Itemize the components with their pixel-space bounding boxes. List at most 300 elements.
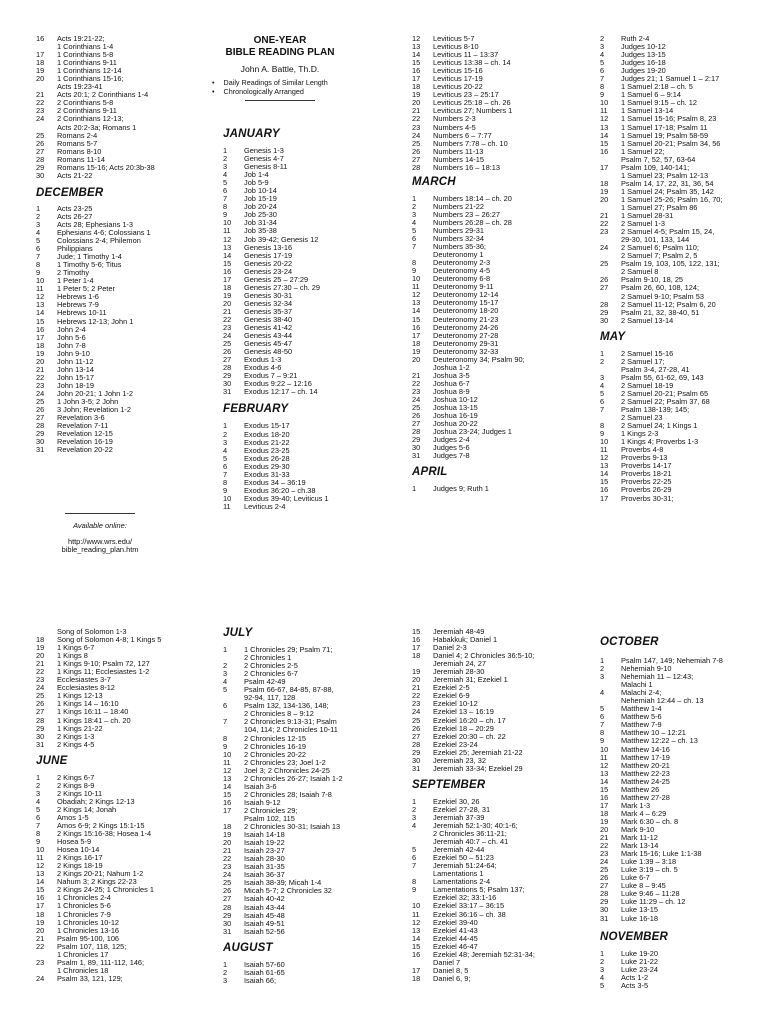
reading-text: Jeremiah 24, 27 [433,659,486,669]
reading-text: Ezekiel 48; Jeremiah 52:31-34; [433,949,535,959]
day-number: 19 [36,917,45,927]
reading-text: Psalm 7, 52, 57, 63-64 [621,154,696,164]
day-number: 23 [412,386,421,396]
day-number: 8 [600,82,605,92]
reading-text: Isaiah 3-6 [244,781,277,791]
day-number: 4 [223,170,228,180]
reading-text: 1 Kings 18:41 – ch. 20 [57,715,131,725]
reading-text: Numbers 35-36; [433,242,486,252]
reading-text: 2 Chronicles 8 – 9:12 [244,709,314,719]
month-heading: MAY [600,330,626,343]
reading-text: 1 Chronicles 17 [57,949,109,959]
day-number: 9 [223,210,228,220]
feature-list [212,79,348,96]
day-number: 4 [600,50,605,60]
month-heading: OCTOBER [600,636,659,648]
reading-entry [600,898,723,906]
day-number: 13 [223,242,232,252]
url-line-1[interactable]: http://www.wrs.edu/ [67,536,133,546]
reading-text: Isaiah 57-60 [244,959,285,969]
reading-text: Psalm 3-4, 27-28, 41 [621,364,690,374]
day-number: 19 [223,290,232,300]
reading-text: Isaiah 45-48 [244,910,285,920]
reading-text: Leviticus 2-4 [244,501,286,511]
day-number: 28 [412,162,421,172]
day-number: 29 [223,910,232,920]
reading-text: Psalm 95-100, 106 [57,933,120,943]
divider [65,513,135,514]
day-number: 21 [36,933,45,943]
day-number: 24 [223,870,232,880]
reading-text: Ezekiel 33:17 – 36:15 [433,901,505,911]
reading-text: Psalm 132, 134-136, 148; [244,701,329,711]
reading-text: 2 Samuel 8 [621,267,659,277]
day-number: 7 [600,405,605,415]
reading-text: 1 Samuel 15-16; Psalm 8, 23 [621,114,717,124]
day-number: 25 [223,339,232,349]
reading-text: John 20-21; 1 John 1-2 [57,388,134,398]
reading-text: Genesis 8-11 [244,162,288,172]
day-number: 14 [412,306,421,316]
col-3-top [412,35,525,493]
reading-text: 2 Samuel 4-5; Psalm 15, 24, [621,227,715,237]
day-number: 15 [223,258,232,268]
reading-text: Deuteronomy 34; Psalm 90; [433,354,525,364]
reading-text: Joshua 10-12 [433,394,478,404]
day-number: 28 [36,715,45,725]
day-number: 14 [36,877,45,887]
reading-text: 1 Chronicles 18 [57,965,109,975]
day-number: 21 [412,106,421,116]
day-number: 26 [36,699,45,709]
reading-text: Psalm 1, 89, 111-112, 146; [57,957,145,967]
day-number: 27 [223,894,232,904]
day-number: 28 [223,902,232,912]
day-number: 23 [412,699,421,709]
reading-entry [36,975,161,983]
reading-text: 1 Samuel 22; [621,146,665,156]
day-number: 22 [412,378,421,388]
day-number: 24 [36,388,45,398]
reading-entry [36,342,155,350]
reading-text: John 9-10 [57,348,90,358]
day-number: 20 [600,824,609,834]
reading-text: 2 Samuel 1-3 [621,219,665,229]
reading-text: Luke 3:19 – ch. 5 [621,865,678,875]
reading-text: 2 Chronicles 2-5 [244,661,298,671]
day-number: 25 [36,691,45,701]
day-number: 21 [223,306,232,316]
reading-entry [600,958,723,966]
reading-text: Numbers 6 – 7:77 [433,130,492,140]
col-2-bottom [223,627,343,985]
day-number: 16 [223,266,232,276]
day-number: 13 [600,122,609,132]
day-number: 29 [223,371,232,381]
reading-text: 1 Chronicles 13-16 [57,925,120,935]
day-number: 26 [600,873,609,883]
reading-entry [223,969,343,977]
reading-text: 2 Chronicles 23; Joel 1-2 [244,757,326,767]
day-number: 4 [223,445,228,455]
reading-text: Deuteronomy 32-33 [433,346,499,356]
reading-text: 2 Chronicles 6-7 [244,669,298,679]
reading-entry [600,495,722,503]
reading-text: 2 Chronicles 36:11-21; [433,829,507,839]
reading-entry [36,326,155,334]
reading-text: Joshua 23-24; Judges 1 [433,427,512,437]
day-number: 26 [223,886,232,896]
day-number: 31 [36,739,45,749]
reading-text: Genesis 35-37 [244,306,293,316]
reading-text: 1 Corinthians 5-8 [57,50,114,60]
reading-text: Job 15-19 [244,194,277,204]
reading-text: Hebrews 10-11 [57,308,107,318]
reading-text: Isaiah 61-65 [244,967,285,977]
reading-text: Proverbs 9-13 [621,453,668,463]
reading-text: Leviticus 23 – 25:17 [433,90,499,100]
reading-text: Joshua 1-2 [433,362,470,372]
reading-entry [36,636,161,644]
day-number: 14 [223,781,232,791]
day-number: 2 [600,356,605,366]
reading-entry [412,452,525,460]
reading-text: Job 31-34 [244,218,277,228]
day-number: 19 [412,667,421,677]
reading-text: 1 Kings 12-13 [57,691,103,701]
day-number: 8 [223,202,228,212]
reading-text: Genesis 17-19 [244,250,293,260]
day-number: 25 [412,715,421,725]
day-number: 25 [600,865,609,875]
day-number: 13 [600,768,609,778]
day-number: 1 [600,656,605,665]
reading-text: Psalm 21, 32, 38-40, 51 [621,307,700,317]
reading-text: Genesis 25 – 27:29 [244,274,309,284]
day-number: 19 [412,346,421,356]
day-number: 3 [223,669,228,679]
reading-entry [223,503,329,511]
day-number: 26 [412,411,421,421]
day-number: 16 [600,485,609,495]
reading-text: Daniel 2-3 [433,643,467,653]
day-number: 2 [600,956,605,966]
reading-text: Revelation 3-6 [57,413,105,423]
reading-text: Deuteronomy 27-28 [433,330,499,340]
reading-text: 1 Chronicles 5-6 [57,901,111,911]
day-number: 18 [223,282,232,292]
reading-text: Revelation 16-19 [57,437,113,447]
day-number: 14 [412,933,421,943]
day-number: 6 [412,234,417,244]
day-number: 12 [412,917,421,927]
reading-text: Acts 20:2-3a; Romans 1 [57,122,137,132]
reading-text: Exodus 7 – 9:21 [244,371,298,381]
day-number: 5 [36,236,41,246]
reading-text: Luke 1:39 – 3:18 [621,857,677,867]
reading-text: 2 Chronicles 1 [244,653,292,663]
day-number: 27 [412,419,421,429]
day-number: 11 [36,853,44,863]
reading-text: Mark 11-12 [621,833,658,843]
day-number: 27 [412,154,421,164]
reading-text: Genesis 38-40 [244,314,293,324]
reading-text: Psalm 55, 61-62, 69, 143 [621,372,704,382]
reading-text: Proverbs 4-8 [621,445,664,455]
reading-text: 2 Chronicles 9:13-31; Psalm [244,717,337,727]
reading-text: Hebrews 12-13; John 1 [57,316,134,326]
reading-text: 1 Corinthians 1-4 [57,42,114,52]
day-number: 30 [36,731,45,741]
reading-entry [412,684,535,692]
reading-text: Genesis 48-50 [244,347,293,357]
reading-entry [36,358,155,366]
reading-text: Matthew 22-23 [621,768,670,778]
reading-text: Acts 28; Ephesians 1-3 [57,219,134,229]
day-number: 28 [36,421,45,431]
day-number: 5 [223,178,228,188]
reading-entry [223,171,329,179]
day-number: 24 [412,707,421,717]
reading-text: Numbers 29-31 [433,225,484,235]
day-number: 6 [600,712,605,722]
day-number: 27 [36,707,45,717]
reading-text: Matthew 14-16 [621,744,670,754]
reading-text: Judges 16-18 [621,58,666,68]
day-number: 11 [223,226,231,236]
reading-entry [36,806,161,814]
reading-text: Proverbs 18-21 [621,469,672,479]
day-number: 30 [412,443,421,453]
day-number: 5 [600,704,605,714]
reading-text: 1 Samuel 20-21; Psalm 34, 56 [621,138,721,148]
day-number: 5 [600,58,605,68]
reading-text: Jeremiah 48-49 [433,627,485,636]
day-number: 19 [600,816,609,826]
day-number: 17 [600,493,609,503]
reading-text: Lamentations 5; Psalm 137; [433,885,525,895]
day-number: 5 [412,845,417,855]
reading-text: Numbers 4-5 [433,122,476,132]
reading-text: 1 Samuel 24; Psalm 35, 142 [621,186,714,196]
reading-text: Ephesians 4-6; Colossians 1 [57,227,151,237]
day-number: 18 [412,651,421,661]
reading-entry [600,673,723,681]
day-number: 11 [412,282,420,292]
day-number: 21 [223,846,232,856]
reading-entry [36,366,155,374]
reading-text: Hebrews 7-9 [57,300,99,310]
reading-text: Job 35-38 [244,226,277,236]
day-number: 16 [600,792,609,802]
reading-text: Genesis 41-42 [244,323,293,333]
day-number: 15 [412,941,421,951]
reading-text: 1 Samuel 9:15 – ch. 12 [621,98,698,108]
feature-item: • Chronologically Arranged [224,88,348,97]
day-number: 4 [412,217,417,227]
reading-entry [36,725,161,733]
reading-text: Leviticus 25:18 – ch. 26 [433,98,511,108]
reading-text: Ezekiel 2-5 [433,683,470,693]
title-line-2: BIBLE READING PLAN [225,47,335,58]
reading-entry [600,794,723,802]
reading-text: 2 Samuel 22; Psalm 37, 68 [621,396,710,406]
day-number: 1 [412,484,417,494]
day-number: 15 [223,789,232,799]
day-number: 27 [600,283,609,293]
reading-text: Ezekiel 16:20 – ch. 17 [433,715,506,725]
reading-text: Joshua 8-9 [433,386,470,396]
reading-text: 1 Chronicles 7-9 [57,909,111,919]
reading-text: Ezekiel 20:30 – ch. 22 [433,731,506,741]
day-number: 4 [600,688,605,698]
day-number: 23 [36,380,45,390]
reading-text: 1 Corinthians 15-16; [57,74,124,84]
day-number: 8 [412,258,417,268]
day-number: 9 [600,90,605,100]
day-number: 28 [412,739,421,749]
day-number: 7 [600,720,605,730]
reading-text: 2 Kings 15:16-38; Hosea 1-4 [57,829,152,839]
reading-text: 1 Samuel 13-14 [621,106,674,116]
reading-text: 2 Samuel 17; [621,356,665,366]
day-number: 3 [223,975,228,985]
reading-text: Isaiah 38-39; Micah 1-4 [244,878,322,888]
reading-text: Leviticus 15-16 [433,66,483,76]
day-number: 9 [600,429,605,439]
reading-text: Psalm 138-139; 145; [621,405,690,415]
day-number: 29 [412,747,421,757]
reading-text: Deuteronomy 24-26 [433,322,499,332]
reading-text: Mark 9-10 [621,824,655,834]
day-number: 24 [36,683,45,693]
reading-entry [600,778,723,786]
day-number: 26 [412,723,421,733]
reading-text: 92-94, 117, 128 [244,693,296,703]
reading-text: 1 Kings 6-7 [57,643,95,653]
day-number: 4 [600,972,605,982]
day-number: 14 [600,130,609,140]
reading-text: 1 Kings 9-10; Psalm 72, 127 [57,659,150,669]
day-number: 15 [600,784,609,794]
day-number: 22 [223,854,232,864]
reading-text: Romans 5-7 [57,138,98,148]
reading-text: 1 Kings 8 [57,651,88,661]
day-number: 1 [223,959,228,969]
reading-entry [600,834,723,842]
reading-entry [600,982,723,990]
day-number: 12 [600,114,609,124]
day-number: 12 [36,861,45,871]
day-number: 10 [600,437,609,447]
reading-text: 2 Corinthians 9-11 [57,106,117,116]
day-number: 22 [36,372,45,382]
reading-text: Psalm 14, 17, 22, 31, 36, 54 [621,178,714,188]
reading-text: Leviticus 17-19 [433,74,483,84]
reading-text: Psalm 19, 103, 105, 122, 131; [621,259,720,269]
reading-text: Hosea 10-14 [57,845,100,855]
day-number: 9 [412,885,417,895]
reading-entry [412,676,535,684]
reading-text: Job 5-9 [244,178,269,188]
reading-text: 2 Kings 1-3 [57,731,95,741]
day-number: 12 [36,292,45,302]
day-number: 29 [412,435,421,445]
feature-item: • Daily Readings of Similar Length [224,79,348,88]
reading-text: Genesis 4-7 [244,154,284,164]
day-number: 16 [36,893,45,903]
day-number: 26 [36,405,45,415]
day-number: 10 [223,749,232,759]
reading-text: Psalm 66-67, 84-85, 87-88, [244,685,334,695]
reading-text: Genesis 45-47 [244,339,293,349]
day-number: 21 [600,211,609,221]
month-heading: NOVEMBER [600,930,669,943]
day-number: 9 [412,266,417,276]
day-number: 26 [223,347,232,357]
reading-entry [223,928,343,936]
reading-text: Jeremiah 42-44 [433,845,485,855]
reading-text: 2 Corinthians 5-8 [57,98,114,108]
reading-text: 1 Peter 1-4 [57,276,94,286]
reading-text: 2 Samuel 23 [621,413,663,423]
day-number: 6 [412,853,417,863]
reading-text: Numbers 21-22 [433,201,484,211]
month-heading: DECEMBER [36,186,104,199]
day-number: 14 [412,50,421,60]
day-number: 13 [36,869,45,879]
reading-text: John 15-17 [57,372,94,382]
reading-text: Isaiah 31-35 [244,862,285,872]
reading-text: Genesis 30-31 [244,290,293,300]
month-heading: SEPTEMBER [412,778,486,791]
reading-text: Acts 23-25 [57,203,93,213]
day-number: 8 [600,421,605,431]
day-number: 31 [223,387,232,397]
reading-text: 2 Samuel 6; Psalm 110; [621,243,699,253]
day-number: 8 [223,733,228,743]
reading-text: Acts 19:23-41 [57,82,103,92]
day-number: 15 [36,316,45,326]
reading-text: Ezekiel 27-28, 31 [433,804,491,814]
day-number: 10 [412,274,421,284]
reading-text: Ezekiel 23-24 [433,739,478,749]
reading-text: 2 Chronicles 12-15 [244,733,307,743]
reading-text: Deuteronomy 18-20 [433,306,499,316]
url-line-2[interactable]: bible_reading_plan.htm [61,545,139,555]
month-heading: JANUARY [223,128,280,140]
day-number: 20 [412,98,421,108]
day-number: 19 [36,66,45,76]
reading-text: 2 Kings 20-21; Nahum 1-2 [57,869,144,879]
reading-text: Daniel 7 [433,957,461,967]
day-number: 9 [223,741,228,751]
month-heading: AUGUST [223,941,273,954]
day-number: 1 [223,146,228,155]
day-number: 2 [36,211,41,221]
reading-text: 1 Kings 21-22 [57,723,103,733]
day-number: 7 [412,861,417,871]
reading-text: Numbers 14-15 [433,154,484,164]
reading-entry [36,164,155,172]
reading-entry [412,164,525,172]
reading-text: Matthew 10 – 12:21 [621,728,686,738]
day-number: 7 [412,242,417,252]
reading-text: Leviticus 11 – 13:37 [433,50,499,60]
reading-text: Numbers 18:14 – ch. 20 [433,193,512,203]
day-number: 27 [600,881,609,891]
reading-text: Psalm 42-49 [244,677,286,687]
